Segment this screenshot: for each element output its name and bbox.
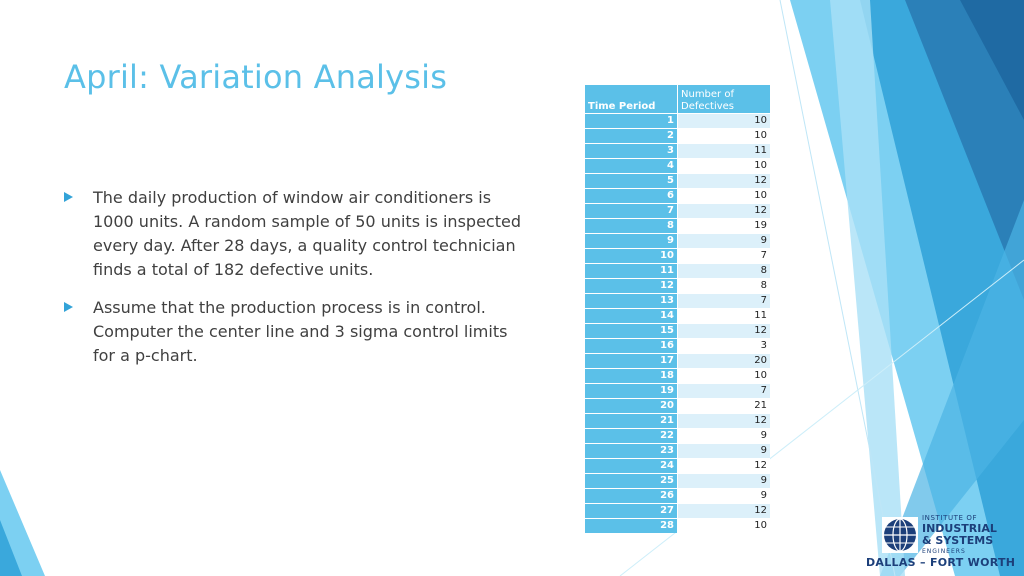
- cell-time-period: 1: [585, 114, 678, 129]
- cell-time-period: 20: [585, 399, 678, 414]
- table-header-row: [585, 85, 770, 114]
- cell-time-period: 14: [585, 309, 678, 324]
- bullet-arrow-icon: [64, 302, 73, 312]
- table-row: [585, 489, 770, 504]
- cell-time-period: 15: [585, 324, 678, 339]
- table-row: [585, 354, 770, 369]
- bullet-text: Assume that the production process is in control. Computer the center line and 3 sigma control limits for a p-chart.: [93, 298, 508, 365]
- cell-time-period: 13: [585, 294, 678, 309]
- cell-defectives: 12: [678, 504, 771, 519]
- cell-time-period: 19: [585, 384, 678, 399]
- table-body: [585, 114, 770, 534]
- table-row: [585, 444, 770, 459]
- cell-defectives: 10: [678, 129, 771, 144]
- table-row: [585, 369, 770, 384]
- cell-time-period: 4: [585, 159, 678, 174]
- logo-line-industrial: INDUSTRIAL: [922, 522, 997, 535]
- cell-time-period: 3: [585, 144, 678, 159]
- cell-defectives: 21: [678, 399, 771, 414]
- column-header-defectives: Number of Defectives: [678, 85, 771, 114]
- logo-line-systems: & SYSTEMS: [922, 534, 994, 547]
- cell-time-period: 17: [585, 354, 678, 369]
- table-row: [585, 294, 770, 309]
- table-row: [585, 504, 770, 519]
- cell-time-period: 12: [585, 279, 678, 294]
- logo-line-engineers: ENGINEERS: [922, 548, 966, 555]
- table-row: [585, 159, 770, 174]
- cell-defectives: 12: [678, 324, 771, 339]
- bullet-text: The daily production of window air conditioners is 1000 units. A random sample of 50 units is inspected every day. After 28 days, a quality control technician finds a total of 182 defective units.: [93, 188, 521, 279]
- cell-time-period: 11: [585, 264, 678, 279]
- cell-defectives: 10: [678, 114, 771, 129]
- table-row: [585, 144, 770, 159]
- table-row: [585, 249, 770, 264]
- bullet-list: [64, 186, 534, 382]
- column-header-time-period: Time Period: [585, 85, 678, 114]
- cell-time-period: 2: [585, 129, 678, 144]
- cell-defectives: 12: [678, 414, 771, 429]
- bullet-arrow-icon: [64, 192, 73, 202]
- cell-defectives: 7: [678, 249, 771, 264]
- cell-defectives: 19: [678, 219, 771, 234]
- iise-logo: [882, 513, 1002, 557]
- cell-time-period: 27: [585, 504, 678, 519]
- table-row: [585, 279, 770, 294]
- cell-time-period: 18: [585, 369, 678, 384]
- table-row: [585, 324, 770, 339]
- cell-defectives: 20: [678, 354, 771, 369]
- cell-time-period: 28: [585, 519, 678, 534]
- table-row: [585, 519, 770, 534]
- table-row: [585, 459, 770, 474]
- cell-defectives: 11: [678, 144, 771, 159]
- cell-defectives: 9: [678, 234, 771, 249]
- bullet-item: [64, 296, 534, 368]
- table-row: [585, 414, 770, 429]
- cell-defectives: 8: [678, 279, 771, 294]
- cell-defectives: 7: [678, 384, 771, 399]
- table-row: [585, 174, 770, 189]
- cell-time-period: 24: [585, 459, 678, 474]
- table-row: [585, 189, 770, 204]
- cell-defectives: 12: [678, 174, 771, 189]
- cell-defectives: 10: [678, 369, 771, 384]
- slide-title: April: Variation Analysis: [64, 58, 448, 96]
- cell-time-period: 22: [585, 429, 678, 444]
- table-row: [585, 429, 770, 444]
- cell-time-period: 16: [585, 339, 678, 354]
- cell-defectives: 8: [678, 264, 771, 279]
- cell-time-period: 5: [585, 174, 678, 189]
- logo-text: [922, 513, 997, 557]
- cell-time-period: 21: [585, 414, 678, 429]
- cell-defectives: 9: [678, 474, 771, 489]
- logo-line-institute: INSTITUTE OF: [922, 514, 978, 522]
- cell-defectives: 9: [678, 444, 771, 459]
- table-row: [585, 219, 770, 234]
- cell-time-period: 26: [585, 489, 678, 504]
- defectives-table: [585, 85, 770, 533]
- table-row: [585, 264, 770, 279]
- cell-defectives: 10: [678, 519, 771, 534]
- table-row: [585, 114, 770, 129]
- table-row: [585, 399, 770, 414]
- cell-defectives: 10: [678, 189, 771, 204]
- cell-defectives: 9: [678, 489, 771, 504]
- table-row: [585, 204, 770, 219]
- cell-defectives: 12: [678, 459, 771, 474]
- cell-time-period: 23: [585, 444, 678, 459]
- cell-time-period: 8: [585, 219, 678, 234]
- table-row: [585, 234, 770, 249]
- cell-defectives: 3: [678, 339, 771, 354]
- cell-defectives: 9: [678, 429, 771, 444]
- cell-time-period: 25: [585, 474, 678, 489]
- table-row: [585, 129, 770, 144]
- cell-defectives: 10: [678, 159, 771, 174]
- table-row: [585, 309, 770, 324]
- cell-defectives: 7: [678, 294, 771, 309]
- globe-icon: [882, 517, 918, 553]
- cell-time-period: 7: [585, 204, 678, 219]
- logo-footer-dfw: DALLAS – FORT WORTH: [866, 556, 1016, 569]
- cell-time-period: 10: [585, 249, 678, 264]
- cell-time-period: 6: [585, 189, 678, 204]
- table-row: [585, 339, 770, 354]
- cell-defectives: 11: [678, 309, 771, 324]
- cell-time-period: 9: [585, 234, 678, 249]
- bullet-item: [64, 186, 534, 282]
- table-row: [585, 474, 770, 489]
- cell-defectives: 12: [678, 204, 771, 219]
- table-row: [585, 384, 770, 399]
